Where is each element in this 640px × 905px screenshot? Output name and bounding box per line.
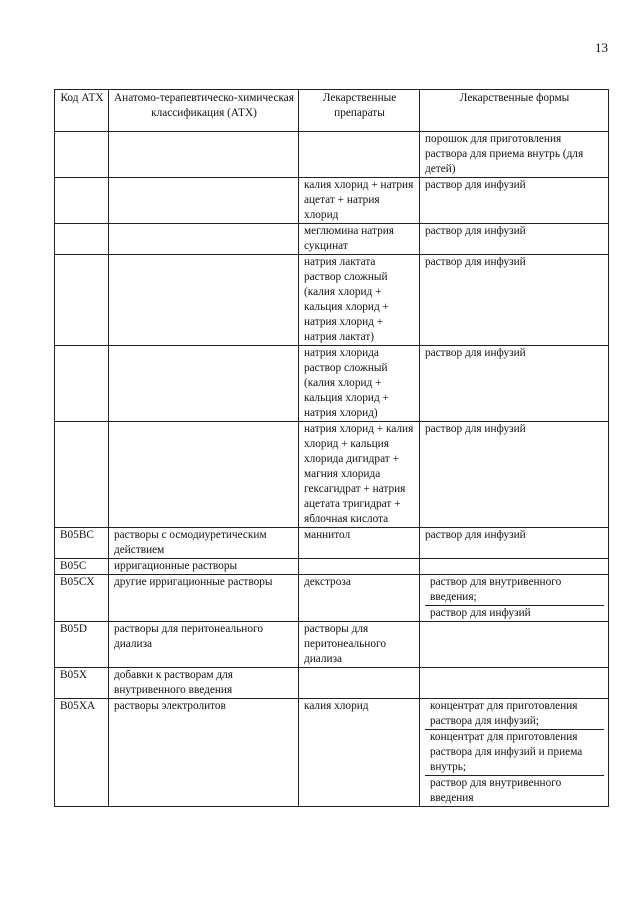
- atc-code-cell: [55, 132, 109, 178]
- atc-code-cell: [55, 422, 109, 528]
- header-code: Код АТХ: [55, 90, 109, 132]
- forms-cell: раствор для инфузий: [420, 224, 609, 255]
- classification-cell: другие ирригационные растворы: [109, 575, 299, 622]
- forms-cell: [420, 668, 609, 699]
- drug-cell: растворы для перитонеального диализа: [299, 622, 420, 668]
- classification-cell: ирригационные растворы: [109, 559, 299, 575]
- classification-cell: [109, 224, 299, 255]
- atc-drug-table: [54, 89, 609, 807]
- table-row: [55, 346, 609, 422]
- atc-code-cell: [55, 178, 109, 224]
- forms-cell: раствор для инфузий: [420, 178, 609, 224]
- forms-cell: раствор для инфузий: [420, 422, 609, 528]
- drug-cell: маннитол: [299, 528, 420, 559]
- table-row: [55, 668, 609, 699]
- forms-cell: порошок для приготовления раствора для приема внутрь (для детей): [420, 132, 609, 178]
- form-item: концентрат для приготовления раствора для инфузий;: [430, 700, 578, 727]
- table-row: [55, 422, 609, 528]
- atc-code-cell: B05X: [55, 668, 109, 699]
- forms-cell: [420, 575, 609, 622]
- drug-cell: натрия хлорида раствор сложный (калия хлорид + кальция хлорид + натрия хлорид): [299, 346, 420, 422]
- table-row: [55, 575, 609, 622]
- table-row: [55, 559, 609, 575]
- classification-cell: добавки к растворам для внутривенного введения: [109, 668, 299, 699]
- forms-cell: раствор для инфузий: [420, 346, 609, 422]
- table-row: [55, 622, 609, 668]
- forms-cell: раствор для инфузий: [420, 255, 609, 346]
- atc-code-cell: B05BC: [55, 528, 109, 559]
- classification-cell: [109, 346, 299, 422]
- header-classification: Анатомо-терапевтическо-химическая классификация (АТХ): [109, 90, 299, 132]
- forms-cell: [420, 699, 609, 807]
- drug-cell: [299, 668, 420, 699]
- table-row: [55, 255, 609, 346]
- atc-code-cell: [55, 255, 109, 346]
- drug-cell: [299, 132, 420, 178]
- classification-cell: [109, 255, 299, 346]
- classification-cell: [109, 132, 299, 178]
- table-row: [55, 528, 609, 559]
- form-item: концентрат для приготовления раствора для инфузий и приема внутрь;: [425, 729, 604, 775]
- atc-code-cell: B05XA: [55, 699, 109, 807]
- drug-cell: меглюмина натрия сукцинат: [299, 224, 420, 255]
- drug-cell: декстроза: [299, 575, 420, 622]
- table-row: [55, 178, 609, 224]
- atc-code-cell: [55, 224, 109, 255]
- table-body: [55, 132, 609, 807]
- forms-cell: [420, 622, 609, 668]
- atc-code-cell: [55, 346, 109, 422]
- page-number: 13: [595, 40, 608, 55]
- form-item: раствор для внутривенного введения: [425, 775, 604, 806]
- drug-cell: натрия хлорид + калия хлорид + кальция хлорида дигидрат + магния хлорида гексагидрат + натрия ацетата тригидрат + яблочная кислота: [299, 422, 420, 528]
- table-row: [55, 699, 609, 807]
- forms-cell: раствор для инфузий: [420, 528, 609, 559]
- drug-cell: калия хлорид: [299, 699, 420, 807]
- drug-cell: [299, 559, 420, 575]
- drug-cell: натрия лактата раствор сложный (калия хлорид + кальция хлорид + натрия хлорид + натрия лактат): [299, 255, 420, 346]
- form-item: раствор для внутривенного введения;: [430, 576, 562, 603]
- table-row: [55, 224, 609, 255]
- drug-cell: калия хлорид + натрия ацетат + натрия хлорид: [299, 178, 420, 224]
- classification-cell: растворы электролитов: [109, 699, 299, 807]
- atc-code-cell: B05CX: [55, 575, 109, 622]
- classification-cell: [109, 178, 299, 224]
- forms-cell: [420, 559, 609, 575]
- table-header-row: [55, 90, 609, 132]
- atc-code-cell: B05D: [55, 622, 109, 668]
- table-row: [55, 132, 609, 178]
- classification-cell: растворы с осмодиуретическим действием: [109, 528, 299, 559]
- form-item: раствор для инфузий: [425, 605, 604, 621]
- header-drugs: Лекарственные препараты: [299, 90, 420, 132]
- atc-code-cell: B05C: [55, 559, 109, 575]
- classification-cell: [109, 422, 299, 528]
- classification-cell: растворы для перитонеального диализа: [109, 622, 299, 668]
- header-forms: Лекарственные формы: [420, 90, 609, 132]
